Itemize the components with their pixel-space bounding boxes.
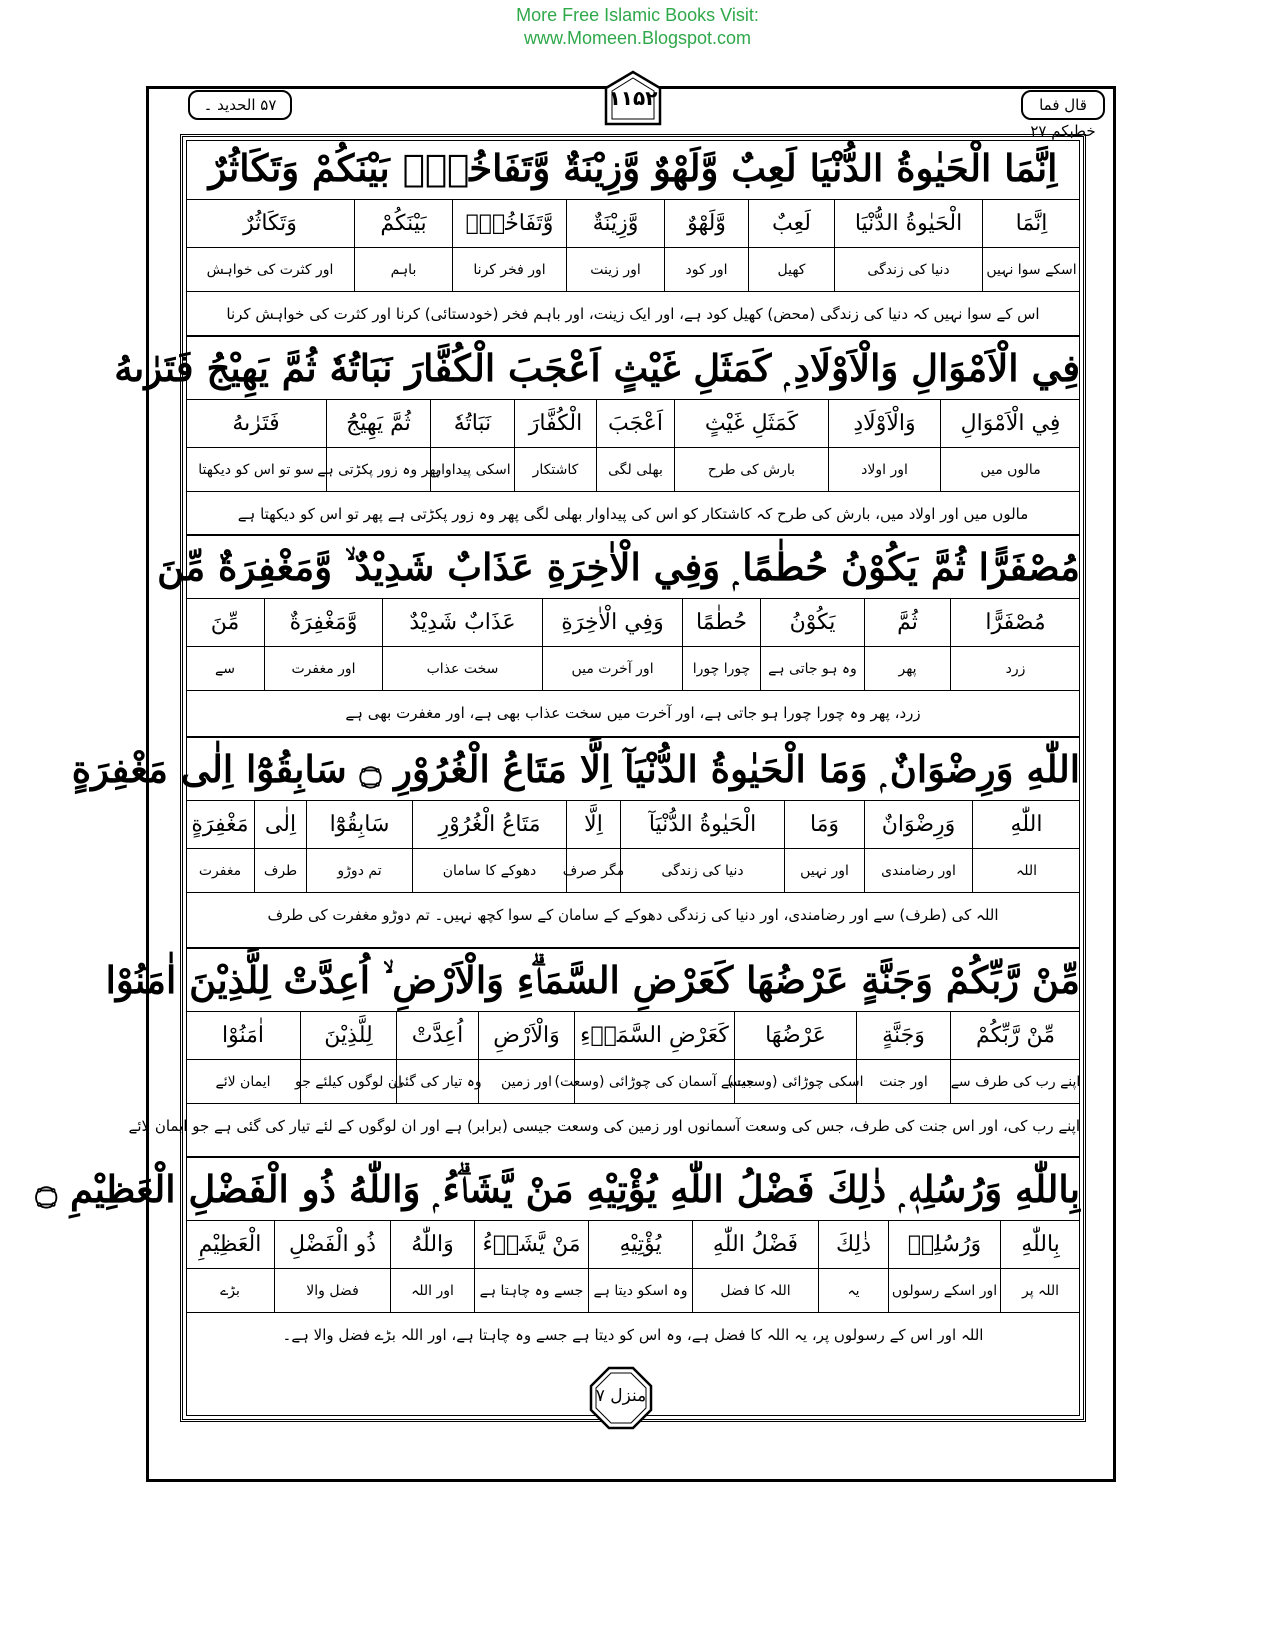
translation-cell: بھلی لگی xyxy=(596,448,674,491)
word-row xyxy=(186,598,1080,646)
translation-row xyxy=(186,848,1080,892)
translation-cell: اور زمین xyxy=(478,1060,574,1103)
translation-cell: کاشتکار xyxy=(514,448,596,491)
translation-cell: اور اسکے رسولوں xyxy=(888,1269,1000,1312)
translation-cell: اور زینت xyxy=(566,248,664,291)
translation-cell: جسے وہ چاہتا ہے xyxy=(474,1269,588,1312)
translation-cell: اللہ پر xyxy=(1000,1269,1080,1312)
word-cell: لَعِبٌ xyxy=(748,200,834,247)
word-cell: مَتَاعُ الْغُرُوْرِ xyxy=(412,801,566,848)
arabic-verse-line: اللّٰهِ وَرِضْوَانٌ ۭ وَمَا الْحَيٰوةُ الدُّنْيَآ اِلَّا مَتَاعُ الْغُرُوْرِ ۝ سَابِقُوْٓا اِلٰى مَغْفِرَةٍ xyxy=(71,747,1080,791)
word-cell: وَتَكَاثُرٌ xyxy=(243,211,297,236)
translation-cell: وہ ہو جاتی ہے xyxy=(760,647,864,690)
word-cell: وَّمَغْفِرَةٌ xyxy=(264,599,382,646)
arabic-verse-line: مِّنْ رَّبِّكُمْ وَجَنَّةٍ عَرْضُهَا كَعَرْضِ السَّمَاۗءِ وَالْاَرْضِ ۙ اُعِدَّتْ لِلَّذِيْنَ اٰمَنُوْا xyxy=(105,958,1080,1002)
translation-cell: اور جنت xyxy=(856,1060,950,1103)
word-cell: حُطٰمًا xyxy=(682,599,760,646)
translation-cell: چورا چورا xyxy=(682,647,760,690)
translation-cell: اور رضامندی xyxy=(864,849,972,892)
word-cell: الْكُفَّارَ xyxy=(514,400,596,447)
translation-cell: یہ xyxy=(818,1269,888,1312)
translation-cell: اور فخر کرنا xyxy=(452,248,566,291)
word-cell: وَّلَهْوٌ xyxy=(664,200,748,247)
translation-cell: وہ اسکو دیتا ہے xyxy=(588,1269,692,1312)
word-cell: ذٰلِكَ xyxy=(818,1221,888,1268)
translation-cell: دھوکے کا سامان xyxy=(412,849,566,892)
translation-cell: پھر وہ زور پکڑتی ہے xyxy=(326,448,430,491)
word-cell: اَعْجَبَ xyxy=(596,400,674,447)
word-cell: الْحَيٰوةُ الدُّنْيَآ xyxy=(620,801,784,848)
word-cell: لِلَّذِيْنَ xyxy=(300,1012,396,1059)
translation-cell: اور کثرت کی خواہش xyxy=(206,261,334,278)
promo-line-1: More Free Islamic Books Visit: xyxy=(516,5,759,25)
word-cell: وَجَنَّةٍ xyxy=(856,1012,950,1059)
word-cell: وَالْاَوْلَادِ xyxy=(828,400,940,447)
arabic-verse-line: اِنَّمَا الْحَيٰوةُ الدُّنْيَا لَعِبٌ وَّلَهْوٌ وَّزِيْنَةٌ وَّتَفَاخُرٌۢ بَيْنَكُمْ وَتَكَاثُرٌ xyxy=(208,146,1058,190)
translation-cell: طرف xyxy=(254,849,306,892)
word-cell: يَكُوْنُ xyxy=(760,599,864,646)
word-cell: وَّتَفَاخُرٌۢ xyxy=(452,200,566,247)
arabic-verse-line: مُصْفَرًّا ثُمَّ يَكُوْنُ حُطٰمًا ۭ وَفِي الْاٰخِرَةِ عَذَابٌ شَدِيْدٌ ۙ وَّمَغْفِرَةٌ مِّنَ xyxy=(157,545,1080,589)
word-row xyxy=(186,399,1080,447)
translation-cell: بڑے xyxy=(220,1282,240,1299)
word-cell: وَاللّٰهُ xyxy=(390,1221,474,1268)
translation-cell: مغفرت xyxy=(198,862,242,879)
translation-row xyxy=(186,247,1080,291)
word-cell: يُؤْتِيْهِ xyxy=(588,1221,692,1268)
translation-cell: سے xyxy=(215,660,235,677)
translation-cell: وہ تیار کی گئی xyxy=(396,1060,478,1103)
translation-cell: پھر xyxy=(864,647,950,690)
translation-row xyxy=(186,1268,1080,1312)
translation-cell: اللہ کا فضل xyxy=(692,1269,818,1312)
word-cell: فَتَرٰىهُ xyxy=(232,411,280,436)
translation-row xyxy=(186,646,1080,690)
word-cell: الْعَظِيْمِ xyxy=(198,1232,262,1257)
word-cell: عَذَابٌ شَدِيْدٌ xyxy=(382,599,542,646)
translation-cell: اسکی چوڑائی (وسعت) xyxy=(734,1060,856,1103)
word-cell: بِاللّٰهِ xyxy=(1000,1221,1080,1268)
word-cell: وَالْاَرْضِ xyxy=(478,1012,574,1059)
promo-line-2[interactable]: www.Momeen.Blogspot.com xyxy=(523,28,752,48)
header-left-label: ۵۷ الحدید ۔ xyxy=(188,90,292,120)
translation-cell: اور اللہ xyxy=(390,1269,474,1312)
word-cell: وَرِضْوَانٌ xyxy=(864,801,972,848)
word-cell: اِنَّمَا xyxy=(982,200,1080,247)
promo-banner xyxy=(0,4,1275,50)
translation-cell: اپنے رب کی طرف سے xyxy=(950,1060,1080,1103)
translation-cell: دنیا کی زندگی xyxy=(834,248,982,291)
translation-cell: مالوں میں xyxy=(940,448,1080,491)
word-cell: وَمَا xyxy=(784,801,864,848)
translation-row xyxy=(186,1059,1080,1103)
translation-cell: دنیا کی زندگی xyxy=(620,849,784,892)
page-number: ۱۱۵۲ xyxy=(608,86,658,110)
word-row xyxy=(186,199,1080,247)
verse-block xyxy=(105,947,1081,1145)
arabic-verse-line: فِي الْاَمْوَالِ وَالْاَوْلَادِ ۭ كَمَثَلِ غَيْثٍ اَعْجَبَ الْكُفَّارَ نَبَاتُهٗ ثُمَّ يَهِيْجُ فَتَرٰىهُ xyxy=(114,346,1080,390)
manzil-label: منزل ۷ xyxy=(595,1386,647,1406)
translation-cell: تم دوڑو xyxy=(306,849,412,892)
translation-cell: ان لوگوں کیلئے جو xyxy=(300,1060,396,1103)
full-translation: اس کے سوا نہیں کہ دنیا کی زندگی (محض) کھیل کود ہے، اور ایک زینت، اور باہم فخر (خودستائی) کرنا اور کثرت کی خواہش کرنا xyxy=(186,291,1080,335)
translation-cell: ایمان لائے xyxy=(215,1073,271,1090)
translation-cell: زرد xyxy=(950,647,1080,690)
word-cell: بَيْنَكُمْ xyxy=(354,200,452,247)
word-cell: نَبَاتُهٗ xyxy=(430,400,514,447)
translation-cell: بارش کی طرح xyxy=(674,448,828,491)
word-cell: وَفِي الْاٰخِرَةِ xyxy=(542,599,682,646)
word-cell: فِي الْاَمْوَالِ xyxy=(940,400,1080,447)
manzil-badge xyxy=(589,1366,653,1430)
word-cell: كَمَثَلِ غَيْثٍ xyxy=(674,400,828,447)
word-cell: وَّزِيْنَةٌ xyxy=(566,200,664,247)
translation-cell: جیسے آسمان کی چوڑائی (وسعت) xyxy=(574,1060,734,1103)
translation-cell: اور اولاد xyxy=(828,448,940,491)
word-cell: كَعَرْضِ السَّمَاۗءِ xyxy=(574,1012,734,1059)
translation-cell: اور مغفرت xyxy=(264,647,382,690)
word-cell: مَغْفِرَةٍ xyxy=(191,812,249,837)
word-cell: عَرْضُهَا xyxy=(734,1012,856,1059)
word-cell: فَضْلُ اللّٰهِ xyxy=(692,1221,818,1268)
verse-block xyxy=(186,137,1080,335)
verse-block xyxy=(114,335,1080,533)
full-translation: اللہ کی (طرف) سے اور رضامندی، اور دنیا کی زندگی دھوکے کے سامان کے سوا کچھ نہیں۔ تم دوڑو مغفرت کی طرف xyxy=(186,892,1080,936)
translation-cell: سخت عذاب xyxy=(382,647,542,690)
word-cell: ثُمَّ يَهِيْجُ xyxy=(326,400,430,447)
word-cell: مِّنْ رَّبِّكُمْ xyxy=(950,1012,1080,1059)
word-cell: سَابِقُوْٓا xyxy=(306,801,412,848)
word-cell: اللّٰهِ xyxy=(972,801,1080,848)
word-row xyxy=(186,1011,1080,1059)
full-translation: اللہ اور اس کے رسولوں پر، یہ اللہ کا فضل ہے، وہ اس کو دیتا ہے جسے وہ چاہتا ہے، اور اللہ بڑے فضل والا ہے۔ xyxy=(186,1312,1080,1356)
word-row xyxy=(186,1220,1080,1268)
translation-cell: اللہ xyxy=(972,849,1080,892)
translation-cell: اور کود xyxy=(664,248,748,291)
word-cell: ثُمَّ xyxy=(864,599,950,646)
translation-cell: باہم xyxy=(354,248,452,291)
header-right-label: قال فما خطبکم ۲۷ xyxy=(1021,90,1105,120)
translation-cell: سو تو اس کو دیکھتا xyxy=(198,461,314,478)
verse-block xyxy=(35,1156,1080,1354)
word-row xyxy=(186,800,1080,848)
full-translation: زرد، پھر وہ چورا چورا ہو جاتی ہے، اور آخرت میں سخت عذاب بھی ہے، اور مغفرت بھی ہے xyxy=(186,690,1080,734)
arabic-verse-line: بِاللّٰهِ وَرُسُلِهٖ ۭ ذٰلِكَ فَضْلُ اللّٰهِ يُؤْتِيْهِ مَنْ يَّشَاۗءُ ۭ وَاللّٰهُ ذُو الْفَضْلِ الْعَظِيْمِ ۝ xyxy=(35,1167,1080,1211)
translation-cell: فضل والا xyxy=(274,1269,390,1312)
word-cell: مُصْفَرًّا xyxy=(950,599,1080,646)
word-cell: اٰمَنُوْا xyxy=(221,1023,264,1048)
verse-block xyxy=(157,534,1080,732)
translation-cell: اسکے سوا نہیں xyxy=(982,248,1080,291)
translation-cell: مگر صرف xyxy=(566,849,620,892)
translation-cell: اسکی پیداوار xyxy=(430,448,514,491)
verse-block xyxy=(71,736,1080,934)
full-translation: مالوں میں اور اولاد میں، بارش کی طرح کہ کاشتکار کو اس کی پیداوار بھلی لگی پھر وہ زور پکڑتی ہے پھر تو اس کو دیکھتا ہے xyxy=(186,491,1080,535)
translation-row xyxy=(186,447,1080,491)
word-cell: اِلَّا xyxy=(566,801,620,848)
translation-cell: اور آخرت میں xyxy=(542,647,682,690)
word-cell: مَنْ يَّشَاۗءُ xyxy=(474,1221,588,1268)
translation-cell: اور نہیں xyxy=(784,849,864,892)
page-number-badge xyxy=(604,70,662,126)
word-cell: مِّنَ xyxy=(210,610,240,635)
word-cell: ذُو الْفَضْلِ xyxy=(274,1221,390,1268)
full-translation: اپنے رب کی، اور اس جنت کی طرف، جس کی وسعت آسمانوں اور زمین کی وسعت جیسی (برابر) ہے اور ان لوگوں کے لئے تیار کی گئی ہے جو ایمان لائے xyxy=(186,1103,1080,1147)
word-cell: اُعِدَّتْ xyxy=(396,1012,478,1059)
word-cell: الْحَيٰوةُ الدُّنْيَا xyxy=(834,200,982,247)
translation-cell: کھیل xyxy=(748,248,834,291)
word-cell: اِلٰى xyxy=(254,801,306,848)
word-cell: وَرُسُلِهٖ xyxy=(888,1221,1000,1268)
